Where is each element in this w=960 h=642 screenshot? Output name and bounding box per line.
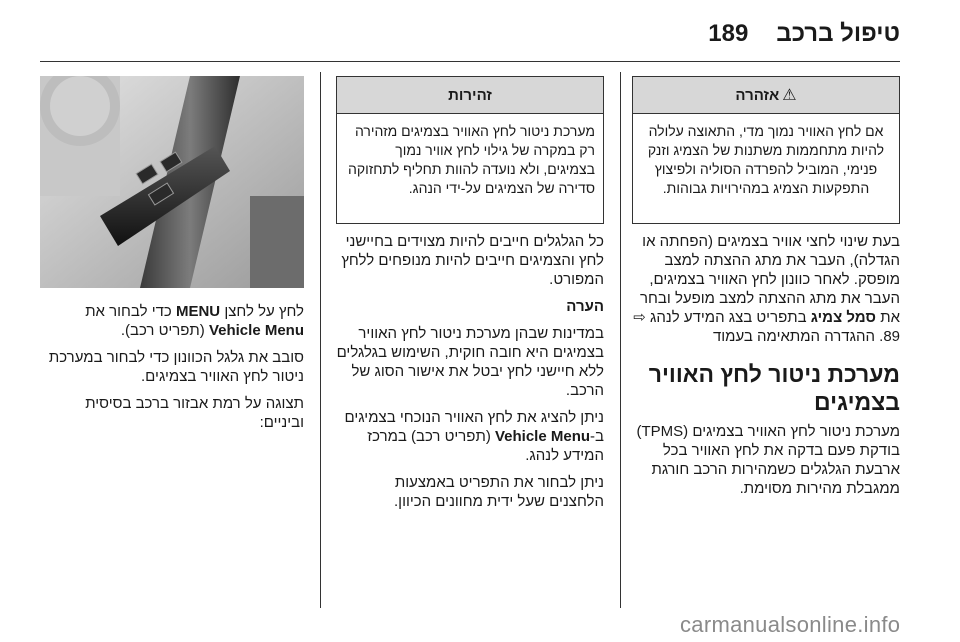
vehicle-menu-label: Vehicle Menu xyxy=(494,428,591,445)
middle-column xyxy=(336,76,604,519)
page-number: 189 xyxy=(708,20,749,47)
display-paragraph: ניתן להציג את לחץ האוויר הנוכחי בצמיגים ב-Vehicle Menu (תפריט רכב) במרכז המידע לנהג. xyxy=(344,409,604,464)
right-column xyxy=(632,76,900,506)
column-divider-left xyxy=(320,72,321,608)
warning-text: אם לחץ האוויר נמוך מדי, התאוצה עלולה להיות מתחממות משתנות של הצמיג וזנק פנימי, המוביל להפרדה הסוליה ולפיצוץ התפקעות הצמיג במהירויות גבוהות. xyxy=(647,123,885,196)
column-divider-right xyxy=(620,72,621,608)
steering-stalk-photo xyxy=(40,76,304,288)
warning-header xyxy=(633,77,899,114)
page-title: טיפול ברכב xyxy=(776,20,900,47)
section-title: מערכת ניטור לחץ האוויר בצמיגים xyxy=(648,361,900,415)
menu-button-paragraph: לחץ על לחצן MENU כדי לבחור את Vehicle Menu (תפריט רכב). xyxy=(85,303,304,339)
warning-title: אזהרה xyxy=(735,86,780,104)
caution-header: זהירות xyxy=(337,77,603,114)
header-rule xyxy=(40,61,900,62)
tire-pressure-paragraph: בעת שינוי לחצי אוויר בצמיגים (הפחתה או הגדלה), העבר את מתג ההצתה למצב מופסק. לאחר כוונון לחץ האוויר בצמיגים, העבר את מתג ההצתה למצב מופעל ובחר את סמל צמיג בתפריט בצג המידע לנהג ⇨ 89. ההגדרה המתאימה בעמוד xyxy=(633,233,900,345)
left-column xyxy=(40,302,304,440)
tire-symbol-label: סמל צמיג xyxy=(810,309,877,326)
display-level-paragraph: תצוגה על רמת אבזור ברכב בסיסית וביניים: xyxy=(85,395,304,431)
note-title: הערה xyxy=(566,298,604,315)
caution-text: מערכת ניטור לחץ האוויר בצמיגים מזהירה רק במקרה של גילוי לחץ אוויר נמוך בצמיגים, ולא נועדה להוות תחליף לתחזוקה סדירה של הצמיגים על-ידי הנהג. xyxy=(347,123,595,196)
menu-button-label: MENU xyxy=(175,303,221,320)
menu-select-paragraph: ניתן לבחור את התפריט באמצעות הלחצנים שעל ידית מחוונים הכיוון. xyxy=(394,474,604,510)
sensor-paragraph: כל הגלגלים חייבים להיות מצוידים בחיישני לחץ והצמיגים חייבים להיות מנופחים ללחץ המפורט. xyxy=(341,233,604,288)
tpms-paragraph: מערכת ניטור לחץ האוויר בצמיגים (TPMS) בודקת פעם בדקה את לחץ האוויר בכל ארבעת הגלגלים כשמהירות הרכב חורגת ממגבלת מהירות מסוימת. xyxy=(636,423,900,497)
caution-box xyxy=(336,76,604,224)
watermark: carmanualsonline.info xyxy=(680,612,901,637)
warning-triangle-icon: ⚠ xyxy=(782,86,797,104)
warning-box xyxy=(632,76,900,224)
vehicle-menu-label-left: Vehicle Menu xyxy=(208,322,304,339)
note-text: במדינות שבהן מערכת ניטור לחץ האוויר בצמיגים היא חובה חוקית, השימוש בגלגלים ללא חיישני לחץ יבטל את אישור הסוג של הרכב. xyxy=(336,325,604,399)
page-header xyxy=(40,14,900,54)
adjust-wheel-paragraph: סובב את גלגל הכוונון כדי לבחור במערכת ניטור לחץ האוויר בצמיגים. xyxy=(48,349,304,385)
